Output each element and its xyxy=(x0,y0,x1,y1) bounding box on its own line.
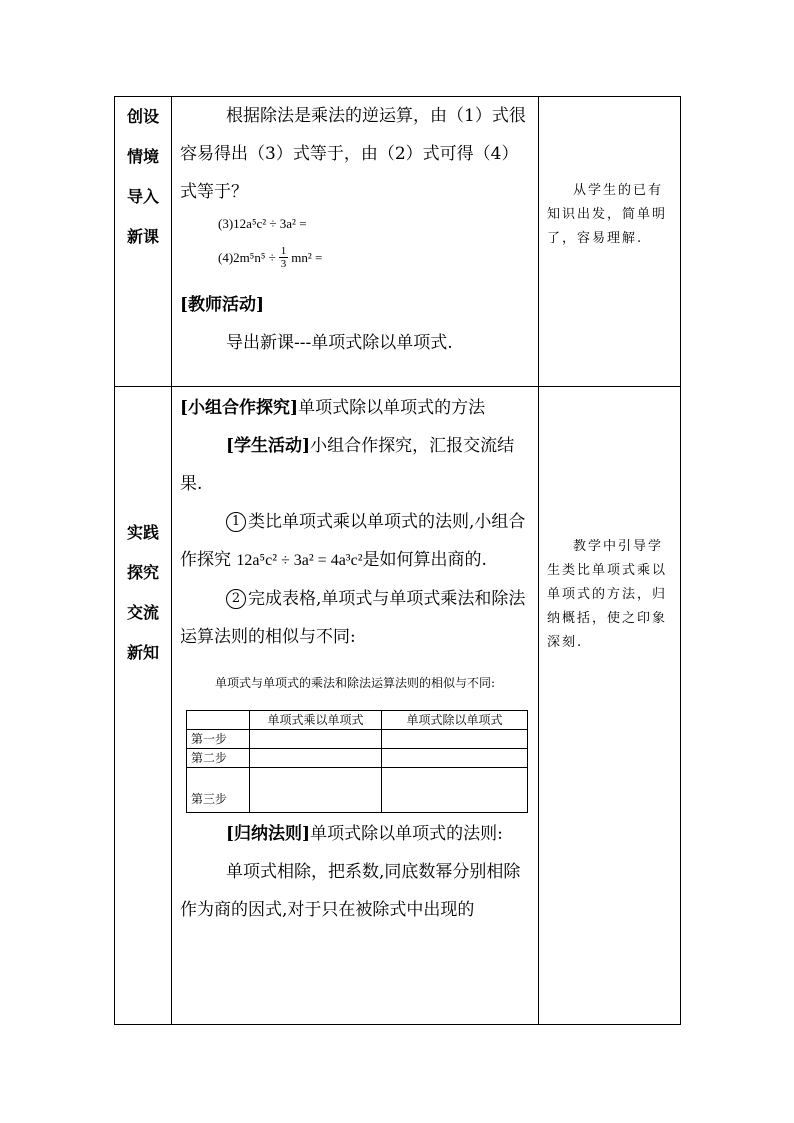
practice-note xyxy=(539,535,680,655)
rule-title: 单项式除以单项式的法则: xyxy=(310,824,503,844)
label-line: 情境 xyxy=(126,147,159,166)
practice-content xyxy=(172,387,539,1025)
label-line: 创设 xyxy=(126,107,159,126)
label-line: 新课 xyxy=(126,227,159,246)
intro-paragraph: 根据除法是乘法的逆运算，由（1）式很容易得出（3）式等于，由（2）式可得（4）式等于？ xyxy=(180,106,526,202)
table-row xyxy=(187,730,528,749)
teacher-activity-text: 导出新课---单项式除以单项式. xyxy=(226,333,453,353)
item-1-text-a: 类比单项式乘以单项式的法则,小组合作探究 xyxy=(180,512,526,570)
stage-label-practice xyxy=(115,387,172,1025)
student-activity-heading: [学生活动] xyxy=(226,436,311,456)
table-cell xyxy=(382,749,528,768)
circled-number-1: 1 xyxy=(226,512,246,532)
label-line: 导入 xyxy=(126,187,159,206)
comparison-table-caption: 单项式与单项式的乘法和除法运算法则的相似与不同: xyxy=(214,676,496,690)
equation-3-label: (3) xyxy=(218,216,234,231)
practice-note-text: 教学中引导学生类比单项式乘以单项式的方法，归纳概括，使之印象深刻. xyxy=(547,539,668,650)
equation-3-text: 12a⁵c² ÷ 3a² = xyxy=(233,216,307,231)
stage-label-intro xyxy=(115,97,172,387)
label-line: 交流 xyxy=(126,603,159,622)
teacher-activity-heading: [教师活动] xyxy=(180,295,265,315)
equation-4-left: 2m⁵n⁵ ÷ xyxy=(233,249,276,265)
table-row-label: 第二步 xyxy=(187,749,250,768)
fraction-denominator: 3 xyxy=(280,258,287,270)
table-header-cell: 单项式除以单项式 xyxy=(382,711,528,730)
item-1 xyxy=(172,503,538,580)
equation-4 xyxy=(172,245,538,270)
intro-content xyxy=(172,97,539,387)
item-2-text: 完成表格,单项式与单项式乘法和除法运算法则的相似与不同: xyxy=(180,589,526,647)
table-row-label: 第三步 xyxy=(187,768,250,813)
table-header-cell: 单项式乘以单项式 xyxy=(250,711,382,730)
item-1-text-b: 是如何算出商的. xyxy=(362,550,487,570)
lesson-row-intro xyxy=(115,97,681,387)
table-cell xyxy=(250,749,382,768)
rule-heading: [归纳法则] xyxy=(226,824,311,844)
fraction xyxy=(279,245,289,270)
comparison-table xyxy=(186,710,528,813)
table-cell xyxy=(250,730,382,749)
rule-text: 单项式相除，把系数,同底数幂分别相除作为商的因式,对于只在被除式中出现的 xyxy=(180,862,521,920)
group-inquiry-text: 单项式除以单项式的方法 xyxy=(298,398,486,418)
fraction-numerator: 1 xyxy=(280,245,287,257)
table-row xyxy=(187,768,528,813)
group-inquiry xyxy=(172,389,538,427)
practice-note-cell xyxy=(539,387,681,1025)
lesson-row-practice xyxy=(115,387,681,1025)
student-activity-text: 小组合作探究，汇报交流结果. xyxy=(180,436,515,494)
table-header-cell xyxy=(187,711,250,730)
equation-4-label: (4) xyxy=(218,249,234,265)
label-line: 新知 xyxy=(126,643,159,662)
group-inquiry-heading: [小组合作探究] xyxy=(180,398,299,418)
table-row xyxy=(187,749,528,768)
intro-note-text: 从学生的已有知识出发，简单明了，容易理解. xyxy=(547,183,668,246)
equation-3 xyxy=(172,213,538,235)
rule-summary xyxy=(172,815,538,853)
comparison-table-header xyxy=(187,711,528,730)
table-cell xyxy=(250,768,382,813)
item-1-equation: 12a⁵c² ÷ 3a² = 4a³c² xyxy=(236,552,363,569)
table-row-label: 第一步 xyxy=(187,730,250,749)
lesson-table xyxy=(114,96,681,1025)
student-activity xyxy=(172,427,538,503)
item-2 xyxy=(172,580,538,656)
circled-number-2: 2 xyxy=(226,589,246,609)
label-line: 实践 xyxy=(126,523,159,542)
intro-note xyxy=(539,179,680,251)
intro-note-cell xyxy=(539,97,681,387)
label-line: 探究 xyxy=(126,563,159,582)
equation-4-right: mn² = xyxy=(291,249,323,265)
table-cell xyxy=(382,768,528,813)
table-cell xyxy=(382,730,528,749)
